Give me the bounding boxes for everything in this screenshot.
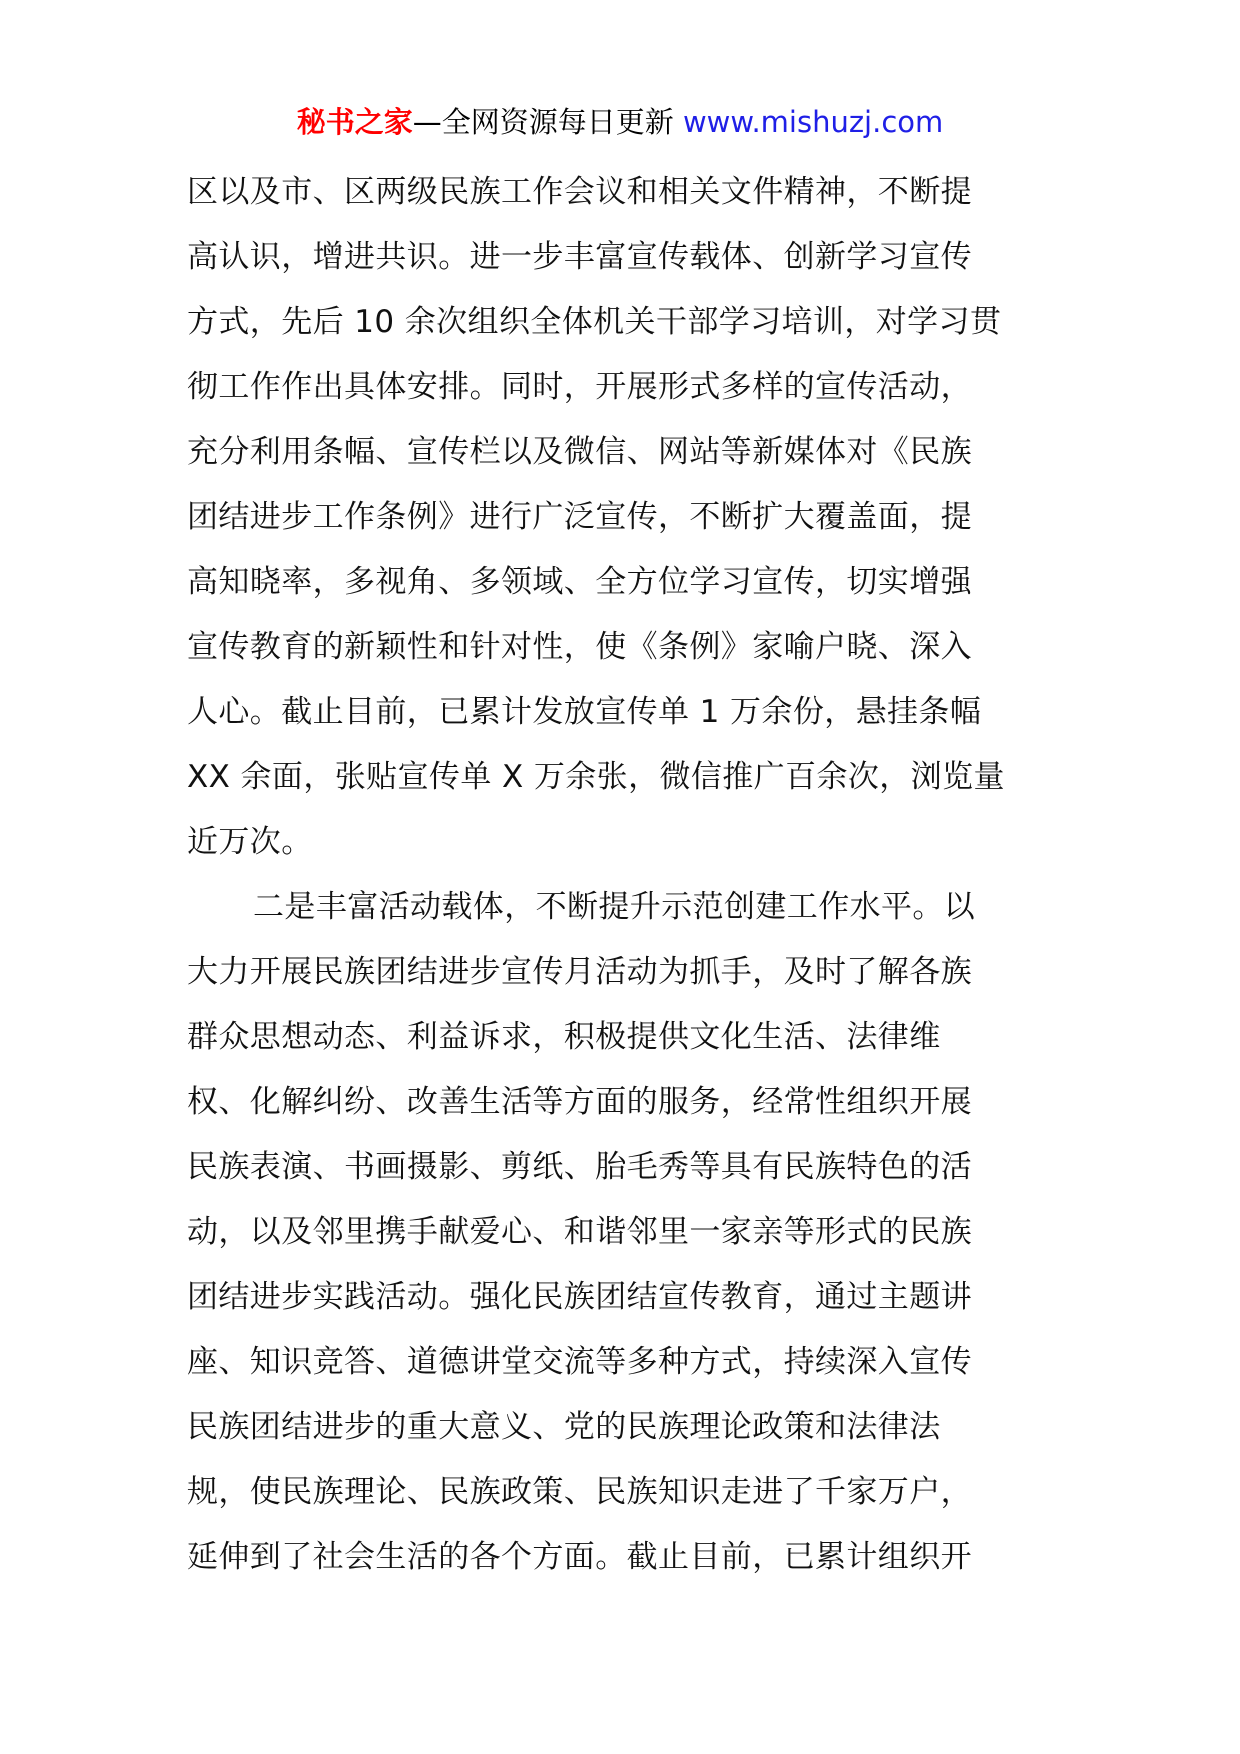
body-line: 方式，先后 10 余次组织全体机关干部学习培训，对学习贯 xyxy=(187,304,1002,340)
body-line: 规，使民族理论、民族政策、民族知识走进了千家万户， xyxy=(187,1474,972,1510)
body-line: 动，以及邻里携手献爱心、和谐邻里一家亲等形式的民族 xyxy=(187,1214,972,1250)
body-line: 近万次。 xyxy=(187,824,313,860)
document-body xyxy=(187,160,1057,1590)
body-line: 大力开展民族团结进步宣传月活动为抓手，及时了解各族 xyxy=(187,954,972,990)
body-line: 彻工作作出具体安排。同时，开展形式多样的宣传活动， xyxy=(187,369,972,405)
header-tagline: —全网资源每日更新 xyxy=(412,105,683,139)
page-header xyxy=(0,100,1240,144)
body-line: 区以及市、区两级民族工作会议和相关文件精神，不断提 xyxy=(187,174,972,210)
body-line: 宣传教育的新颖性和针对性，使《条例》家喻户晓、深入 xyxy=(187,629,972,665)
body-line: 人心。截止目前，已累计发放宣传单 1 万余份，悬挂条幅 xyxy=(187,694,982,730)
brand-name: 秘书之家 xyxy=(296,105,413,139)
body-line: 充分利用条幅、宣传栏以及微信、网站等新媒体对《民族 xyxy=(187,434,972,470)
body-line: 团结进步实践活动。强化民族团结宣传教育，通过主题讲 xyxy=(187,1279,972,1315)
body-line: XX 余面，张贴宣传单 X 万余张，微信推广百余次，浏览量 xyxy=(187,759,1005,795)
paragraph-heading-line: 二是丰富活动载体，不断提升示范创建工作水平。以 xyxy=(253,889,976,925)
body-line: 高知晓率，多视角、多领域、全方位学习宣传，切实增强 xyxy=(187,564,972,600)
body-line: 延伸到了社会生活的各个方面。截止目前，已累计组织开 xyxy=(187,1539,972,1575)
body-line: 团结进步工作条例》进行广泛宣传，不断扩大覆盖面，提 xyxy=(187,499,972,535)
body-line: 群众思想动态、利益诉求，积极提供文化生活、法律维 xyxy=(187,1019,941,1055)
body-line: 民族表演、书画摄影、剪纸、胎毛秀等具有民族特色的活 xyxy=(187,1149,972,1185)
body-line: 座、知识竞答、道德讲堂交流等多种方式，持续深入宣传 xyxy=(187,1344,972,1380)
header-url-link[interactable]: www.mishuzj.com xyxy=(682,105,944,139)
body-line: 高认识，增进共识。进一步丰富宣传载体、创新学习宣传 xyxy=(187,239,972,275)
body-line: 民族团结进步的重大意义、党的民族理论政策和法律法 xyxy=(187,1409,941,1445)
body-line: 权、化解纠纷、改善生活等方面的服务，经常性组织开展 xyxy=(187,1084,972,1120)
